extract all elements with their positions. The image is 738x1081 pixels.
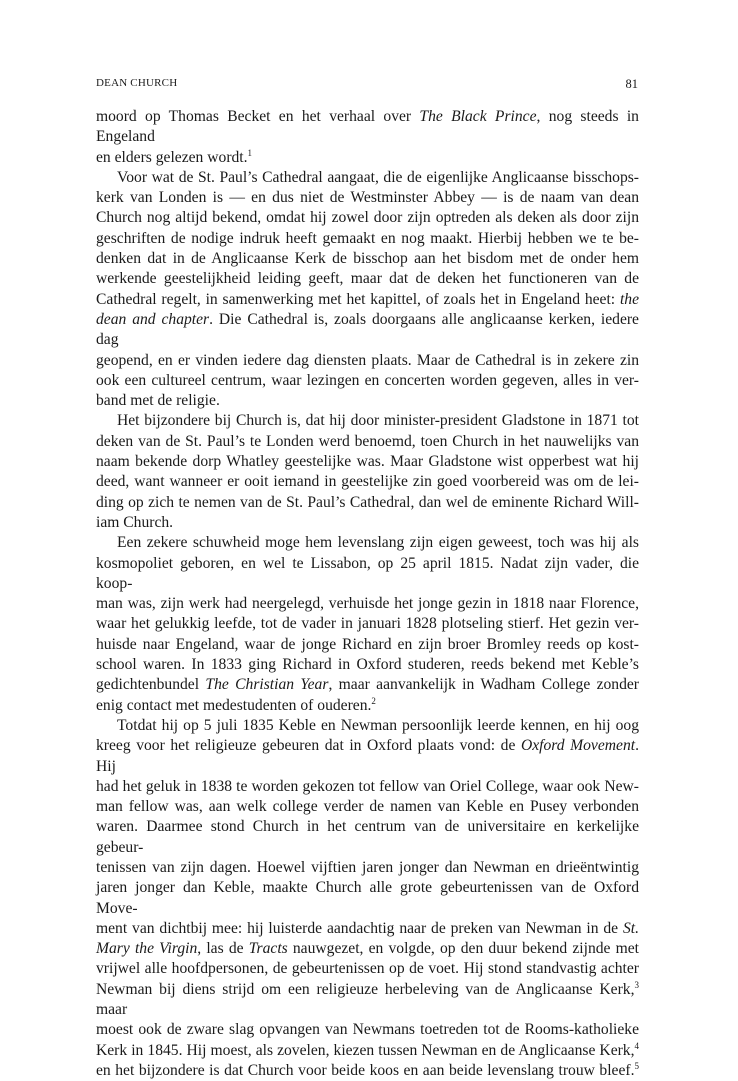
text-segment: werkende geestelijkheid leiding geeft, maar dat de deken het functioneren van de bbox=[96, 270, 639, 288]
text-segment: school waren. In 1833 ging Richard in Oxford studeren, reeds bekend met Keble’s bbox=[96, 656, 639, 674]
text-line bbox=[96, 310, 639, 351]
text-segment: maar bbox=[96, 1001, 128, 1019]
text-line bbox=[96, 919, 639, 939]
text-line bbox=[96, 208, 639, 228]
text-segment: ding op zich te nemen van de St. Paul’s Cathedral, dan wel de eminente Richard Will- bbox=[96, 493, 639, 511]
text-line bbox=[96, 533, 639, 553]
text-line bbox=[96, 493, 639, 513]
text-line bbox=[96, 249, 639, 269]
text-line bbox=[96, 675, 639, 695]
text-line bbox=[96, 777, 639, 797]
text-segment: geopend, en er vinden iedere dag diensten plaats. Maar de Cathedral is in zekere zin bbox=[96, 351, 639, 369]
text-segment: kosmopoliet geboren, en wel te Lissabon, op 25 april 1815. Nadat zijn vader, die koop- bbox=[96, 554, 639, 592]
text-line bbox=[96, 959, 639, 979]
text-segment: Church nog altijd bekend, omdat hij zowel door zijn optreden als deken als door zijn bbox=[96, 209, 639, 227]
text-line bbox=[96, 878, 639, 919]
text-segment: nauwgezet, en volgde, op den duur bekend zijnde met bbox=[287, 940, 640, 958]
text-segment: denken dat in de Anglicaanse Kerk de bisschop aan het bisdom met de onder hem bbox=[96, 250, 639, 268]
text-line bbox=[96, 1041, 639, 1061]
footnote-marker: 2 bbox=[371, 695, 376, 706]
text-segment: Voor wat de St. Paul’s Cathedral aangaat, die de eigenlijke Anglicaanse bisschops- bbox=[117, 168, 639, 186]
text-segment: ook een cultureel centrum, waar lezingen en concerten worden gegeven, alles in ver- bbox=[96, 371, 639, 389]
text-line bbox=[96, 817, 639, 858]
text-line bbox=[96, 452, 639, 472]
text-segment: en het bijzondere is dat Church voor beide koos en aan beide levenslang trouw bleef. bbox=[96, 1061, 635, 1079]
text-line bbox=[96, 635, 639, 655]
text-line bbox=[96, 168, 639, 188]
italic-text: The Christian Year bbox=[205, 676, 329, 694]
text-segment: man was, zijn werk had neergelegd, verhuisde het jonge gezin in 1818 naar Florence, bbox=[96, 595, 639, 613]
text-line bbox=[96, 290, 639, 310]
text-line bbox=[96, 107, 639, 148]
footnote-marker: 3 bbox=[634, 979, 639, 990]
text-segment: . Hij bbox=[96, 737, 639, 775]
italic-text: Tracts bbox=[248, 940, 288, 958]
text-line bbox=[96, 472, 639, 492]
italic-text: Oxford Movement bbox=[520, 737, 636, 755]
text-line bbox=[96, 1020, 639, 1040]
text-segment: tenissen van zijn dagen. Hoewel vijftien jaren jonger dan Newman en drieëntwintig bbox=[96, 858, 639, 876]
text-line bbox=[96, 432, 639, 452]
text-line bbox=[96, 269, 639, 289]
text-line bbox=[96, 554, 639, 595]
text-line bbox=[96, 229, 639, 249]
text-segment: gedichtenbundel bbox=[96, 676, 206, 694]
text-segment: Totdat hij op 5 juli 1835 Keble en Newman persoonlijk leerde kennen, en hij oog bbox=[117, 716, 639, 734]
text-segment: had het geluk in 1838 te worden gekozen tot fellow van Oriel College, waar ook New- bbox=[96, 777, 639, 795]
text-segment: man fellow was, aan welk college verder de namen van Keble en Pusey verbonden bbox=[96, 798, 639, 816]
text-segment: waren. Daarmee stond Church in het centrum van de universitaire en kerkelijke gebeur- bbox=[96, 818, 639, 856]
running-head: DEAN CHURCH bbox=[96, 77, 178, 89]
text-line bbox=[96, 655, 639, 675]
text-segment: ment van dichtbij mee: hij luisterde aandachtig naar de preken van Newman in de bbox=[96, 919, 623, 937]
body-text bbox=[96, 107, 639, 1081]
text-line bbox=[96, 696, 639, 716]
italic-text: St. bbox=[622, 919, 639, 937]
text-line bbox=[96, 614, 639, 634]
text-line bbox=[96, 594, 639, 614]
text-line bbox=[96, 351, 639, 371]
text-line bbox=[96, 1061, 639, 1081]
text-line bbox=[96, 858, 639, 878]
text-line bbox=[96, 797, 639, 817]
footnote-marker: 1 bbox=[247, 147, 253, 158]
text-segment: jaren jonger dan Keble, maakte Church alle grote gebeurtenissen van de Oxford Move- bbox=[96, 879, 639, 917]
footnote-marker: 4 bbox=[634, 1040, 639, 1051]
footnote-marker: 5 bbox=[634, 1060, 639, 1071]
text-segment: , maar aanvankelijk in Wadham College zonder bbox=[328, 676, 640, 694]
text-line bbox=[96, 188, 639, 208]
text-segment: waar het gelukkig leefde, tot de vader in januari 1828 plotseling stierf. Het gezin ver- bbox=[96, 615, 639, 633]
text-line bbox=[96, 716, 639, 736]
page-number: 81 bbox=[625, 77, 638, 91]
text-line bbox=[96, 371, 639, 391]
text-segment: Het bijzondere bij Church is, dat hij door minister-president Gladstone in 1871 tot bbox=[117, 412, 639, 430]
text-segment: moest ook de zware slag opvangen van Newmans toetreden tot de Rooms-katholieke bbox=[96, 1021, 639, 1039]
text-line bbox=[96, 513, 639, 533]
italic-text: the bbox=[619, 290, 639, 308]
text-line bbox=[96, 391, 639, 411]
italic-text: dean and chapter bbox=[96, 310, 210, 328]
italic-text: The Black Prince bbox=[419, 108, 537, 125]
text-line bbox=[96, 148, 639, 168]
text-segment: geschriften de nodige indruk heeft gemaakt en nog maakt. Hierbij hebben we te be- bbox=[96, 229, 639, 247]
text-segment: naam bekende dorp Whatley geestelijke was. Maar Gladstone wist opperbest wat hij bbox=[96, 453, 639, 471]
text-segment: kreeg voor het religieuze gebeuren dat in Oxford plaats vond: de bbox=[96, 737, 521, 755]
text-line bbox=[96, 939, 639, 959]
text-segment: , las de bbox=[197, 940, 249, 958]
text-segment: Cathedral regelt, in samenwerking met het kapittel, of zoals het in Engeland heet: bbox=[96, 290, 620, 308]
text-segment: enig contact met medestudenten of ouderen. bbox=[96, 696, 372, 714]
text-line bbox=[96, 736, 639, 777]
text-segment: kerk van Londen is — en dus niet de Westminster Abbey — is de naam van dean bbox=[96, 189, 639, 207]
text-segment: Een zekere schuwheid moge hem levenslang zijn eigen geweest, toch was hij als bbox=[117, 534, 639, 552]
text-segment: deed, want wanneer er ooit iemand in geestelijke zin goed voorbereid was om de lei- bbox=[96, 473, 639, 491]
text-segment: vrijwel alle hoofdpersonen, de gebeurtenissen op de voet. Hij stond standvastig achter bbox=[96, 960, 639, 978]
text-segment: band met de religie. bbox=[96, 392, 220, 410]
text-line bbox=[96, 411, 639, 431]
text-segment: en elders gelezen wordt. bbox=[96, 148, 248, 166]
text-segment: , nog steeds in Engeland bbox=[96, 108, 639, 146]
text-segment: moord op Thomas Becket en het verhaal over bbox=[96, 108, 420, 125]
text-segment: Newman bij diens strijd om een religieuze herbeleving van de Anglicaanse Kerk, bbox=[96, 980, 635, 998]
text-line bbox=[96, 980, 639, 1021]
text-segment: Kerk in 1845. Hij moest, als zovelen, kiezen tussen Newman en de Anglicaanse Kerk, bbox=[96, 1041, 635, 1059]
italic-text: Mary the Virgin bbox=[96, 940, 198, 958]
text-segment: deken van de St. Paul’s te Londen werd benoemd, toen Church in het nauwelijks van bbox=[96, 432, 639, 450]
text-segment: . Die Cathedral is, zoals doorgaans alle anglicaanse kerken, iedere dag bbox=[96, 310, 639, 349]
text-segment: iam Church. bbox=[96, 513, 174, 531]
text-segment: huisde naar Engeland, waar de jonge Richard en zijn broer Bromley reeds op kost- bbox=[96, 635, 639, 653]
